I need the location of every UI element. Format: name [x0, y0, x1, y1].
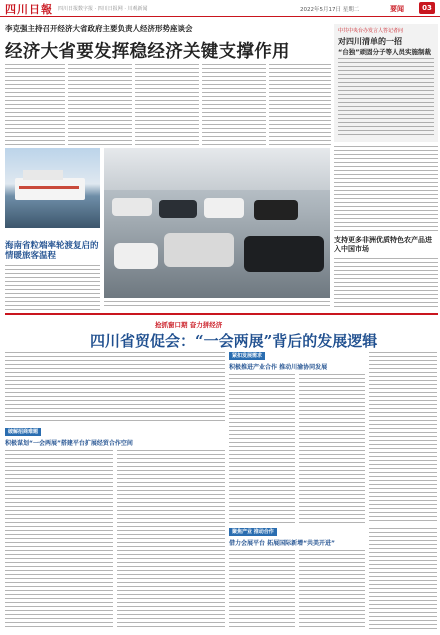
main-headline[interactable]: 四川省贸促会：“一会两展”背后的发展逻辑: [90, 332, 378, 350]
main-col1: [5, 450, 113, 630]
lead-body-col1: [68, 64, 132, 146]
photo1-caption-title: 海南省粒端率轮渡复启的情暖旅客温程: [5, 241, 99, 261]
right-story-body: [334, 258, 438, 310]
main-col6: [229, 550, 295, 630]
subsection-b-title: 积极推进产业合作 推动川渝协同发展: [229, 364, 328, 371]
subsection-a-title: 积极谋划“一会两展”搭建平台扩展经贸合作空间: [5, 440, 133, 447]
side-body: [338, 58, 434, 138]
side-kicker: 中共中央台办发言人答记者问: [338, 28, 404, 34]
photo1-caption-text: [5, 265, 100, 315]
lead-body-col3: [202, 64, 266, 146]
page-header: [0, 0, 440, 17]
right-story-headline[interactable]: 支持更多非洲优质特色农产品进入中国市场: [334, 236, 432, 253]
lead-kicker: 李克强主持召开经济大省政府主要负责人经济形势座谈会: [5, 24, 193, 33]
photo2-caption: [104, 301, 330, 309]
ferry-photo: [5, 148, 100, 228]
page-number: 03: [419, 2, 435, 14]
main-intro-text: [5, 352, 225, 422]
side-news-box: [334, 24, 438, 142]
cars-port-photo: [104, 148, 330, 298]
section-divider: [5, 313, 438, 315]
lead-headline[interactable]: 经济大省要发挥稳经济关键支撑作用: [5, 42, 290, 62]
side-subhead: “台独”顽固分子等人员实施制裁: [338, 48, 432, 56]
issue-date: 2022年5月17日 星期二: [300, 7, 360, 13]
lead-summary-text: [5, 64, 65, 146]
main-col5: [369, 352, 437, 524]
subsection-a-tag: 破解招商难题: [5, 428, 41, 436]
header-url[interactable]: 四川日报数字报 · 四川日报网 · 川观新闻: [58, 6, 148, 12]
main-kicker: 抢抓窗口期 奋力拼经济: [155, 321, 223, 329]
side-headline[interactable]: 对四川清单的一招: [338, 37, 402, 46]
subsection-c-tag: 聚焦产业 推动合作: [229, 528, 277, 536]
main-col2: [117, 450, 225, 630]
main-col4: [299, 374, 365, 524]
subsection-c-title: 借力会展平台 拓展国际新增“共美开进”: [229, 540, 335, 547]
section-name: 要闻: [390, 5, 404, 13]
main-col8: [369, 528, 437, 630]
newspaper-logo: 四川日報: [5, 3, 53, 16]
lead-body-col2: [135, 64, 199, 146]
lead-body-col4: [269, 64, 331, 146]
right-col-text: [334, 146, 438, 232]
main-col3: [229, 374, 295, 524]
subsection-b-tag: 紧扣发展需求: [229, 352, 265, 360]
main-col7: [299, 550, 365, 630]
